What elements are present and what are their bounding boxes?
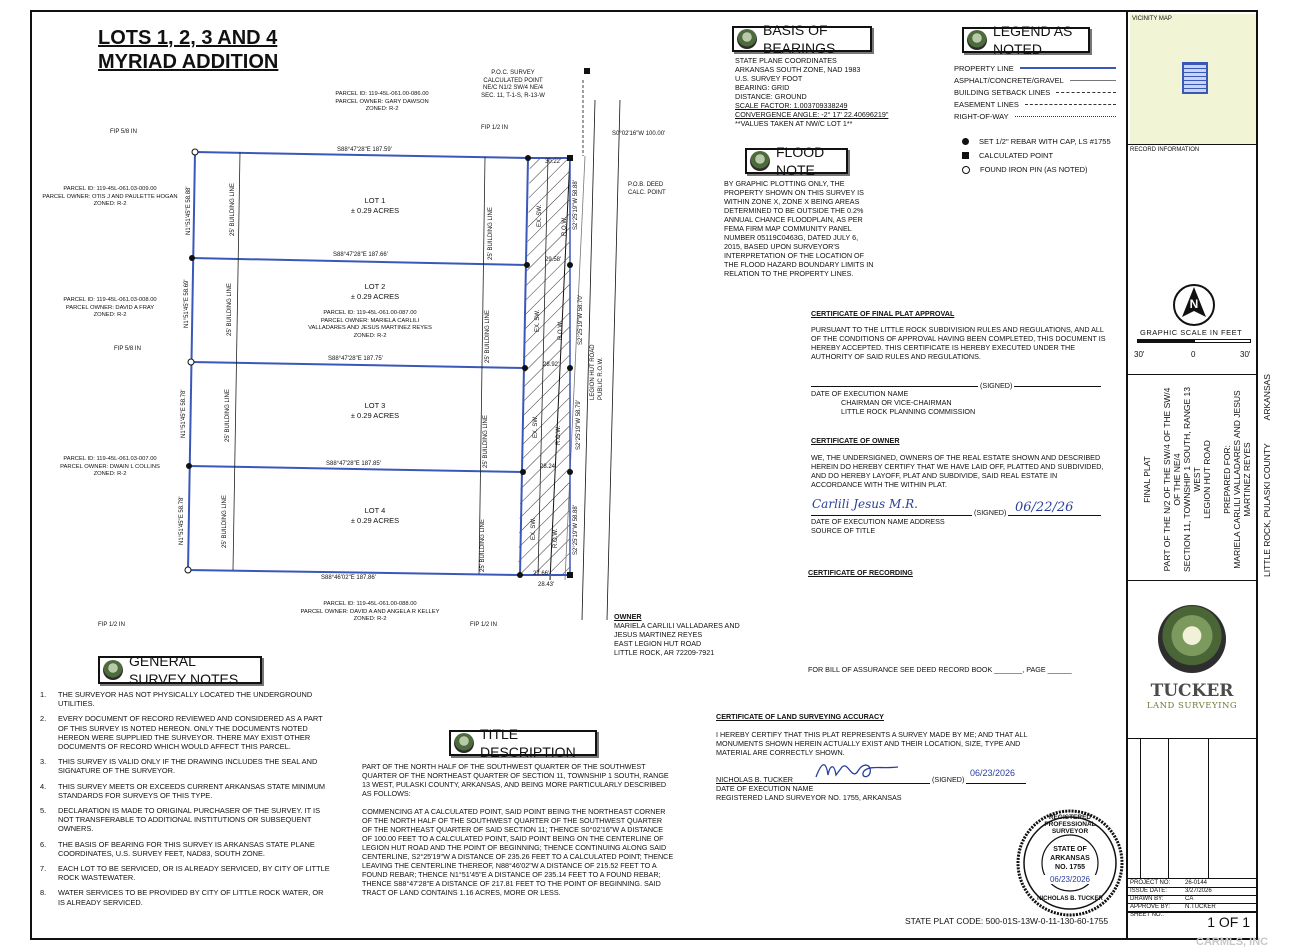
lot-name: LOT 4 — [364, 506, 386, 515]
lot-area: ± 0.29 ACRES — [350, 292, 400, 301]
field-value: N.TUCKER — [1185, 904, 1216, 910]
cert-recording-heading: CERTIFICATE OF RECORDING — [808, 568, 913, 577]
lot-area: ± 0.29 ACRES — [350, 206, 400, 215]
general-notes-heading: GENERAL SURVEY NOTES — [129, 653, 239, 687]
parcel-label: PARCEL ID: 119-45L-061.03-009.00 PARCEL OWNER: OTIS J AND PAULETTE HOGAN ZONED: R-2 — [42, 186, 178, 207]
record-info-cell — [1128, 144, 1258, 374]
owner-line: LITTLE ROCK, AR 72209-7921 — [614, 648, 715, 657]
title-description-badge — [449, 726, 597, 760]
row-width: 28.43' — [538, 582, 555, 588]
owner-heading: OWNER — [614, 612, 642, 621]
basis-convergence: CONVERGENCE ANGLE: -2° 17' 22.40696219" — [735, 110, 889, 119]
general-notes-badge — [98, 653, 262, 687]
basis-line: U.S. SURVEY FOOT — [735, 74, 803, 83]
lot-4-north-call: S88°47'28"E 187.85' — [326, 461, 381, 467]
svg-text:N: N — [1189, 297, 1199, 311]
lot-area: ± 0.29 ACRES — [350, 411, 400, 420]
poc-label: P.O.C. SURVEY CALCULATED POINT NE/C N1/2 SW/4 NE/4 SEC. 11, T-1-S, R-13-W — [481, 70, 545, 99]
general-note: WATER SERVICES TO BE PROVIDED BY CITY OF LITTLE ROCK WATER, OR IS ALREADY SERVICED. — [58, 888, 324, 907]
building-line-label: 25' BUILDING LINE — [485, 310, 491, 363]
owner-line: JESUS MARTINEZ REYES — [614, 630, 703, 639]
general-note: DECLARATION IS MADE TO ORIGINAL PURCHASER OF THE SURVEY. IT IS NOT TRANSFERABLE TO ADDITIONAL INSTITUTIONS OR SUBSEQUENT OWNERS. — [58, 806, 321, 834]
company-logo-cell — [1128, 580, 1258, 738]
cert-owner-lines — [811, 517, 945, 535]
lot-1-west-call: N1°51'45"E 58.88' — [186, 186, 192, 235]
lot-name: LOT 2 — [364, 282, 386, 291]
general-note: THIS SURVEY IS VALID ONLY IF THE DRAWING INCLUDES THE SEAL AND SIGNATURE OF THE SURVEYOR. — [58, 757, 318, 776]
cert-final-signed: (SIGNED) — [980, 381, 1013, 390]
lot-1-east-call: S2°25'19"W 58.88' — [573, 180, 579, 230]
general-note: THIS SURVEY MEETS OR EXCEEDS CURRENT ARKANSAS STATE MINIMUM STANDARDS FOR SURVEYS OF THIS TYPE. — [58, 781, 326, 800]
field-key: APPROVE BY: — [1130, 904, 1171, 910]
ex-sw-label: EX. SW. — [535, 309, 541, 332]
vicinity-label: VICINITY MAP — [1132, 16, 1172, 22]
legend-symbols — [962, 137, 1132, 179]
fip-label: FIP 1/2 IN — [98, 622, 125, 628]
building-line-label: 25' BUILDING LINE — [483, 415, 489, 468]
fip-label: FIP 1/2 IN — [481, 125, 508, 131]
basis-line: ARKANSAS SOUTH ZONE, NAD 1983 — [735, 65, 861, 74]
lot-1-north-call: S88°47'28"E 187.59' — [337, 147, 392, 153]
cert-owner-signed: (SIGNED) — [974, 508, 1007, 517]
lot-area: ± 0.29 ACRES — [350, 516, 400, 525]
lot-2-east-call: S2°25'19"W 58.70' — [578, 295, 584, 345]
found-iron-pin-icon — [962, 166, 970, 174]
field-key: ISSUE DATE: — [1130, 888, 1167, 894]
field-key: PROJECT NO: — [1130, 880, 1171, 886]
sheet-number-cell — [1128, 912, 1258, 938]
cert-final-heading: CERTIFICATE OF FINAL PLAT APPROVAL — [811, 309, 955, 318]
legend-property-line: PROPERTY LINE — [954, 63, 1014, 73]
company-logo-icon — [750, 151, 770, 171]
ex-sw-label: EX. SW. — [531, 517, 537, 540]
basis-of-bearings-text — [735, 56, 935, 128]
seal-top-text: REGISTERED PROFESSIONAL SURVEYOR — [1044, 814, 1096, 835]
legend-right-of-way: RIGHT-OF-WAY — [954, 111, 1009, 121]
legend-lines — [954, 62, 1116, 122]
basis-scale-factor: SCALE FACTOR: 1.003709338249 — [735, 101, 848, 110]
ex-sw-label: EX. SW. — [533, 415, 539, 438]
row-label: R.O.W. — [562, 216, 568, 236]
site-location-icon — [1182, 62, 1208, 94]
road-label: LEGION HUT ROAD PUBLIC R.O.W. — [590, 344, 604, 400]
row-label: R.O.W. — [556, 425, 562, 445]
company-logo-icon — [103, 660, 123, 680]
legend-heading: LEGEND AS NOTED — [993, 23, 1073, 57]
basis-note: **VALUES TAKEN AT NW/C LOT 1** — [735, 119, 853, 128]
legend-setback: BUILDING SETBACK LINES — [954, 87, 1051, 97]
lot-3-west-call: N1°51'45"E 58.78' — [181, 389, 187, 438]
legend-asphalt: ASPHALT/CONCRETE/GRAVEL — [954, 75, 1064, 85]
fip-label: FIP 1/2 IN — [470, 622, 497, 628]
owner-signature: Carlili Jesus M.R. — [812, 497, 918, 511]
flood-note-text: BY GRAPHIC PLOTTING ONLY, THE PROPERTY SHOWN ON THIS SURVEY IS WITHIN ZONE X, ZONE X BEING AREAS DETERMINED TO BE OUTSIDE THE 0.2% ANNUAL CHANCE FLOODPLAIN, AS PER FEMA FIRM MAP COMMUNITY PANEL NUMBER 05119C0463G, DATED JULY 6, 2015, BASED UPON SURVEYOR'S INTERPRETATION OF THE LOCATION OF THE FLOOD HAZARD BOUNDARY LIMITS IN RELATION TO THE PROPERTY LINES. — [724, 179, 874, 278]
lot-name: LOT 1 — [364, 196, 386, 205]
legend-symbol-label: CALCULATED POINT — [979, 151, 1054, 160]
revisions-cell — [1128, 738, 1258, 878]
row-width: 28.92' — [543, 362, 560, 368]
company-subtitle: LAND SURVEYING — [1146, 701, 1238, 711]
legend-badge — [962, 23, 1090, 57]
row-label: R.O.W. — [553, 528, 559, 548]
project-field-row — [1128, 880, 1256, 888]
legend-symbol-label: SET 1/2" REBAR WITH CAP, LS #1755 — [979, 137, 1111, 146]
building-line-label: 25' BUILDING LINE — [480, 519, 486, 572]
lot-3-east-call: S2°25'19"W 58.79' — [576, 400, 582, 450]
lot-2-label — [330, 282, 420, 302]
fip-label: FIP 5/8 IN — [114, 346, 141, 352]
state-plat-code: STATE PLAT CODE: 500-01S-13W-0-11-130-60-1755 — [905, 916, 1109, 926]
owner-line: EAST LEGION HUT ROAD — [614, 639, 702, 648]
title-description-heading: TITLE DESCRIPTION — [480, 726, 576, 760]
cert-accuracy-text: I HEREBY CERTIFY THAT THIS PLAT REPRESENTS A SURVEY MADE BY ME; AND THAT ALL MONUMENTS SHOWN HEREIN ACTUALLY EXIST AND THEIR LOCATION, SIZE, TYPE AND MATERIAL ARE CORRECTLY SHOWN. — [716, 730, 1028, 757]
company-name: TUCKER — [1150, 681, 1234, 701]
project-field-row — [1128, 904, 1256, 912]
lot-2-north-call: S88°47'28"E 187.66' — [333, 252, 388, 258]
scale-tick-left: 30' — [1134, 350, 1145, 359]
seal-center — [1045, 845, 1095, 872]
lot-3-label — [330, 401, 420, 421]
title-block-description — [1132, 374, 1282, 577]
cert-accuracy-date: 06/23/2026 — [970, 768, 1016, 778]
tb-final-plat: FINAL PLAT — [1142, 456, 1152, 503]
field-value: CA — [1185, 896, 1194, 902]
lot-4-label — [330, 506, 420, 526]
cert-accuracy-heading: CERTIFICATE OF LAND SURVEYING ACCURACY — [716, 712, 884, 721]
building-line-label: 25' BUILDING LINE — [230, 183, 236, 236]
building-line-label: 25' BUILDING LINE — [227, 283, 233, 336]
lot-2-west-call: N1°51'45"E 58.69' — [184, 279, 190, 328]
tucker-logo-icon — [1158, 605, 1226, 673]
cert-line: DATE OF EXECUTION NAME — [716, 784, 814, 793]
set-rebar-icon — [962, 138, 969, 145]
scale-tick-right: 30' — [1240, 350, 1251, 359]
row-label: R.O.W. — [558, 320, 564, 340]
basis-bearing: BEARING: GRID — [735, 83, 790, 92]
pob-label: P.O.B. DEED CALC. POINT — [628, 182, 666, 196]
company-logo-icon — [454, 733, 474, 753]
cert-line: SOURCE OF TITLE — [811, 526, 876, 535]
parcel-label: PARCEL ID: 119-45L-061.00-087.00 PARCEL OWNER: MARIELA CARLILI VALLADARES AND JESUS MARTINEZ REYES ZONED: R-2 — [308, 310, 432, 339]
lot-name: LOT 3 — [364, 401, 386, 410]
cert-line: REGISTERED LAND SURVEYOR NO. 1755, ARKANSAS — [716, 793, 902, 802]
cert-line: LITTLE ROCK PLANNING COMMISSION — [841, 407, 976, 416]
cert-accuracy-lines — [716, 784, 902, 802]
plat-title-line2: MYRIAD ADDITION — [98, 51, 279, 73]
tb-location: LITTLE ROCK, PULASKI COUNTY ARKANSAS — [1262, 374, 1272, 577]
basis-of-bearings-badge — [732, 22, 872, 56]
cert-line: CHAIRMAN OR VICE-CHAIRMAN — [841, 398, 952, 407]
cert-final-signature-line — [811, 386, 1101, 387]
row-width: 29.58' — [545, 257, 562, 263]
lot-3-north-call: S88°47'28"E 187.75' — [328, 356, 383, 362]
general-note: EVERY DOCUMENT OF RECORD REVIEWED AND CONSIDERED AS A PART OF THIS SURVEY IS NOTED HEREON. ONLY THE DOCUMENTS NOTED HEREON WERE SUPPLIED THE SURVEYOR. THERE MAY EXIST OTHER DOCUMENTS OF RECORD WHICH WOULD AFFECT THIS PARCEL. — [58, 714, 323, 752]
cert-final-lines — [811, 389, 975, 416]
building-line-label: 25' BUILDING LINE — [222, 495, 228, 548]
cert-owner-text: WE, THE UNDERSIGNED, OWNERS OF THE REAL ESTATE SHOWN AND DESCRIBED HEREIN DO HEREBY CERTIFY THAT WE HAVE LAID OFF, PLATTED AND SUBDIVIDED, AND DO HEREBY LAYOFF, PLAT AND SUBDIVIDE, SAID REAL ESTATE IN ACCORDANCE WITH THE WITHIN PLAT. — [811, 453, 1104, 489]
sheet-number: 1 OF 1 — [1207, 914, 1250, 930]
cert-line: DATE OF EXECUTION NAME ADDRESS — [811, 517, 945, 526]
calculated-point-icon — [962, 152, 969, 159]
basis-distance: DISTANCE: GROUND — [735, 92, 807, 101]
watermark: CARMLS, INC — [1196, 936, 1269, 948]
plat-title-line1: LOTS 1, 2, 3 AND 4 — [98, 27, 278, 49]
parcel-label: PARCEL ID: 119-45L-061.03-007.00 PARCEL OWNER: DWAIN L COLLINS ZONED: R-2 — [60, 456, 160, 477]
general-note: THE BASIS OF BEARING FOR THIS SURVEY IS ARKANSAS STATE PLANE COORDINATES, U.S. SURVEY FEET, NAD83, SOUTH ZONE. — [58, 839, 315, 858]
building-line-label: 25' BUILDING LINE — [488, 207, 494, 260]
title-description-para: COMMENCING AT A CALCULATED POINT, SAID POINT BEING THE NORTHEAST CORNER OF THE NORTH HALF OF THE SOUTHWEST QUARTER OF THE SOUTHWEST QUARTER OF THE NORTHEAST QUARTER OF SAID SECTION 11; THENCE S0°02'16"W A DISTANCE OF 100.00 FEET TO A CALCULATED POINT, SAID POINT BEING ON THE CENTERLINE OF LEGION HUT ROAD AND THE POINT OF BEGINNING; THENCE CONTINUING ALONG SAID CENTERLINE, S2°25'19"W A DISTANCE OF 235.26 FEET TO A CALCULATED POINT; THENCE LEAVING THE CENTERLINE THEREOF, N88°46'02"W A DISTANCE OF 215.52 FEET TO A FOUND REBAR; THENCE N1°51'45"E A DISTANCE OF 235.14 FEET TO A FOUND REBAR; THENCE S88°47'28"E A DISTANCE OF 217.81 FEET TO THE POINT OF BEGINNING. SAID TRACT OF LAND CONTAINS 1.16 ACRES, MORE OR LESS. — [362, 807, 674, 897]
cert-owner-heading: CERTIFICATE OF OWNER — [811, 436, 900, 445]
seal-line: NO. 1755 — [1055, 864, 1085, 871]
field-key: DRAWN BY: — [1130, 896, 1164, 902]
flood-note-badge — [745, 144, 848, 178]
lot-1-label — [330, 196, 420, 216]
title-description-text — [362, 762, 674, 897]
fip-label: FIP 5/8 IN — [110, 129, 137, 135]
row-width: 27.66' — [533, 571, 550, 577]
field-value: 3/27/2026 — [1185, 888, 1212, 894]
vicinity-map — [1130, 14, 1256, 144]
building-line-label: 25' BUILDING LINE — [225, 389, 231, 442]
south-call: S88°46'02"E 187.86' — [321, 575, 376, 581]
flood-heading: FLOOD NOTE — [776, 144, 825, 178]
seal-line: STATE OF — [1053, 846, 1087, 853]
basis-line: STATE PLANE COORDINATES — [735, 56, 837, 65]
field-value: 26-0144 — [1185, 880, 1208, 886]
cert-final-text: PURSUANT TO THE LITTLE ROCK SUBDIVISION RULES AND REGULATIONS, AND ALL OF THE CONDITIONS OF APPROVAL HAVING BEEN COMPLETED, THIS DOCUMENT IS HEREBY ACCEPTED. THIS CERTIFICATE IS HEREBY EXECUTED UNDER THE AUTHORITY OF SAID RULES AND REGULATIONS. — [811, 325, 1106, 361]
project-field-row — [1128, 896, 1256, 904]
tb-prepared-for: PREPARED FOR: MARIELA CARLILI VALLADARES AND JESUS MARTINEZ REYES — [1222, 390, 1252, 569]
lot-4-west-call: N1°51'45"E 58.78' — [179, 496, 185, 545]
record-info-label: RECORD INFORMATION — [1130, 147, 1200, 153]
general-note: THE SURVEYOR HAS NOT PHYSICALLY LOCATED THE UNDERGROUND UTILITIES. — [58, 690, 313, 709]
surveyor-signature-icon — [812, 757, 902, 783]
graphic-scale-label: GRAPHIC SCALE IN FEET — [1140, 328, 1243, 337]
company-logo-icon — [737, 29, 757, 49]
surveyor-name: NICHOLAS B. TUCKER — [716, 775, 793, 784]
cert-line: DATE OF EXECUTION NAME — [811, 389, 909, 398]
legend-symbol-label: FOUND IRON PIN (AS NOTED) — [980, 165, 1088, 174]
owner-block — [614, 612, 774, 657]
seal-line: ARKANSAS — [1050, 855, 1090, 862]
top-call-label: S0°02'16"W 100.00' — [612, 131, 666, 137]
general-note: EACH LOT TO BE SERVICED, OR IS ALREADY SERVICED, BY CITY OF LITTLE ROCK WASTEWATER. — [58, 864, 330, 883]
scale-tick-zero: 0 — [1191, 350, 1196, 359]
parcel-label: PARCEL ID: 119-45L-061.00-086.00 PARCEL OWNER: GARY DAWSON ZONED: R-2 — [335, 91, 429, 112]
field-key: SHEET NO.: — [1130, 912, 1164, 918]
title-description-para: PART OF THE NORTH HALF OF THE SOUTHWEST QUARTER OF THE SOUTHWEST QUARTER OF THE NORTHEAST QUARTER OF SECTION 11, TOWNSHIP 1 SOUTH, RANGE 13 WEST, PULASKI COUNTY, ARKANSAS, AND BEING MORE PARTICULARLY DESCRIBED AS FOLLOWS: — [362, 762, 669, 798]
cert-owner-signature-line — [811, 515, 1101, 516]
row-width: 30.22' — [545, 159, 562, 165]
seal-bottom-text: NICHOLAS B. TUCKER — [1037, 896, 1103, 902]
general-notes-list: 1. THE SURVEYOR HAS NOT PHYSICALLY LOCATED THE UNDERGROUND UTILITIES. 2. EVERY DOCUMENT OF RECORD REVIEWED AND CONSIDERED AS A PART OF THIS SURVEY IS NOTED HEREON. ONLY THE DOCUMENTS NOTED HEREON WERE SUPPLIED THE SURVEYOR. THERE MAY EXIST OTHER DOCUMENTS OF RECORD WHICH WOULD AFFECT THIS PARCEL. 3. THIS SURVEY IS VALID ONLY IF THE DRAWING INCLUDES THE SEAL AND SIGNATURE OF THE SURVEYOR. 4. THIS SURVEY MEETS OR EXCEEDS CURRENT ARKANSAS STATE MINIMUM STANDARDS FOR SURVEYS OF THIS TYPE. 5. DECLARATION IS MADE TO ORIGINAL PURCHASER OF THE SURVEY. IT IS NOT TRANSFERABLE TO ADDITIONAL INSTITUTIONS OR SUBSEQUENT OWNERS. 6. THE BASIS OF BEARING FOR THIS SURVEY IS ARKANSAS STATE PLANE COORDINATES, U.S. SURVEY FEET, NAD83, SOUTH ZONE. 7. EACH LOT TO BE SERVICED, OR IS ALREADY SERVICED, BY CITY OF LITTLE ROCK WASTEWATER. 8. WATER SERVICES TO BE PROVIDED BY CITY OF LITTLE ROCK WATER, OR IS ALREADY SERVICED. — [40, 690, 330, 907]
project-info-cell — [1128, 878, 1258, 918]
legend-easement: EASEMENT LINES — [954, 99, 1019, 109]
tb-part-of: PART OF THE N/2 OF THE SW/4 OF THE SW/4 OF THE NE/4 SECTION 11, TOWNSHIP 1 SOUTH, RANGE 13 WEST LEGION HUT ROAD — [1162, 387, 1212, 572]
ex-sw-label: EX. SW. — [537, 204, 543, 227]
seal-date: 06/23/2026 — [1041, 875, 1099, 884]
cert-accuracy-signed: (SIGNED) — [932, 775, 965, 784]
plat-description-cell — [1128, 374, 1272, 580]
row-width: 28.24' — [540, 464, 557, 470]
owner-line: MARIELA CARLILI VALLADARES AND — [614, 621, 740, 630]
owner-signature-date: 06/22/26 — [1015, 500, 1074, 515]
project-field-row — [1128, 888, 1256, 896]
lot-4-east-call: S2°25'19"W 58.88' — [573, 505, 579, 555]
surveyor-seal — [1015, 808, 1125, 918]
basis-heading: BASIS OF BEARINGS — [763, 22, 836, 56]
parcel-label: PARCEL ID: 119-45L-061.03-008.00 PARCEL OWNER: DAVID A FRAY ZONED: R-2 — [63, 297, 157, 318]
parcel-label: PARCEL ID: 119-45L-061.00-088.00 PARCEL OWNER: DAVID A AND ANGELA R KELLEY ZONED: R-2 — [300, 601, 440, 622]
company-logo-icon — [967, 30, 987, 50]
bill-of-assurance: FOR BILL OF ASSURANCE SEE DEED RECORD BOOK _______, PAGE ______ — [808, 665, 1072, 674]
